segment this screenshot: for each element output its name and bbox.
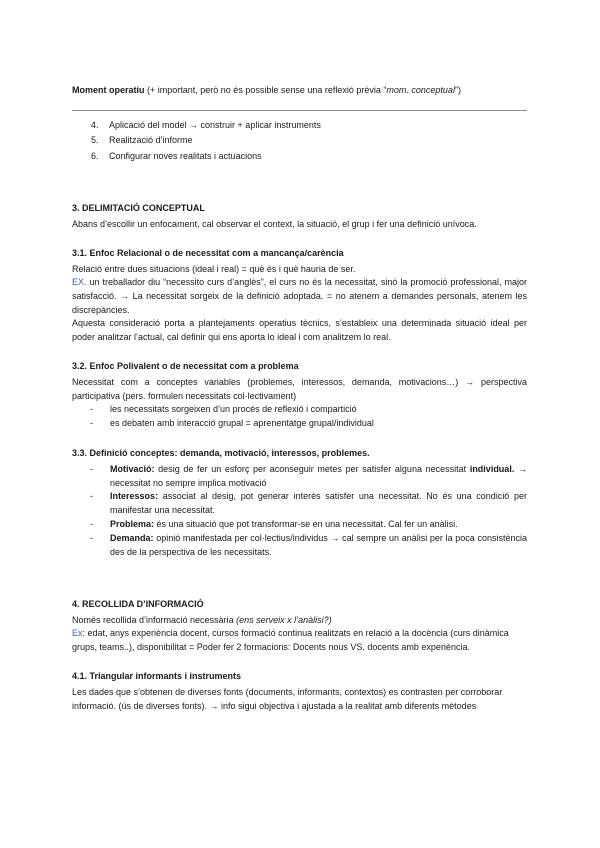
- section-3-2-list: [72, 403, 527, 431]
- intro-line: [72, 84, 527, 98]
- list-item: [72, 532, 527, 560]
- example-label: EX.: [72, 277, 87, 288]
- list-item: [72, 403, 527, 417]
- step-item: [72, 133, 527, 149]
- section-3-2-text: Necessitat com a conceptes variables (problemes, interessos, demanda, motivacions…) → perspectiva participativa (pers. formulen necessitats col·lectivament): [72, 377, 527, 401]
- term-emphasis: individual.: [469, 463, 515, 474]
- step-item: [72, 149, 527, 165]
- intro-label: Moment operatiu: [72, 85, 145, 95]
- section-4-1-text: Les dades que s’obtenen de diverses fonts (documents, informants, contextos) es contrasten per corroborar informació. (ús de diverses fonts). → info sigui objectiva i ajustada a la realitat amb diferents mètodes: [72, 686, 503, 711]
- intro-text: (+ important, però no és possible sense una reflexió prèvia “: [144, 85, 387, 95]
- section-3-3-list: [72, 463, 527, 560]
- step-text: Aplicació del model → construir + aplicar instruments: [109, 119, 321, 130]
- section-4-italic: (ens serveix x l’anàlisi?): [236, 614, 332, 625]
- step-number: 6.: [91, 150, 99, 161]
- page-content: [72, 84, 527, 713]
- definition: desig de fer un esforç per aconseguir metes per satisfer alguna necessitat: [154, 463, 470, 474]
- dash-bullet: -: [90, 533, 93, 544]
- section-3-1-example: [72, 276, 527, 317]
- step-number: 4.: [91, 119, 99, 130]
- section-4-text: Només recollida d’informació necessària: [72, 614, 237, 625]
- section-4-1-heading: 4.1. Triangular informants i instruments: [72, 671, 242, 682]
- definition: opinió manifestada per col·lectius/individus → cal sempre un anàlisi per la poca consistència des de la perspectiva de les necessitats.: [110, 533, 527, 558]
- example-text: : edat, anys experiència docent, cursos formació continua realitzats en relació a la docència (curs dinàmica grups, teams..), disponibilitat = Poder fer 2 formacions: Docents nous VS. docents amb experiència.: [72, 628, 509, 652]
- list-item: [72, 518, 527, 532]
- intro-text-end: ”): [454, 85, 461, 95]
- horizontal-rule: [72, 110, 527, 111]
- step-number: 5.: [91, 135, 99, 146]
- section-3-1-heading: 3.1. Enfoc Relacional o de necessitat com a mancança/carència: [72, 248, 344, 259]
- section-3-heading: 3. DELIMITACIÓ CONCEPTUAL: [72, 203, 205, 214]
- list-item-text: les necessitats sorgeixen d’un procés de reflexió i compartició: [110, 404, 357, 415]
- example-label: Ex: [72, 628, 83, 639]
- list-item: [72, 463, 527, 491]
- section-4-line: [72, 614, 527, 628]
- section-3-3-heading: 3.3. Definició conceptes: demanda, motivació, interessos, problemes.: [72, 448, 370, 459]
- definition-end: → necessitat no sempre implica motivació: [110, 463, 527, 488]
- list-item-text: es debaten amb interacció grupal = aprenentatge grupal/individual: [110, 418, 374, 429]
- dash-bullet: -: [90, 418, 93, 429]
- definition: associat al desig, pot generar interès satisfer una necessitat. No és una condició per manifestar una necessitat.: [110, 491, 527, 516]
- list-item: [72, 490, 527, 518]
- dash-bullet: -: [90, 519, 93, 530]
- dash-bullet: -: [90, 463, 93, 474]
- term: Problema:: [110, 519, 155, 530]
- step-item: [72, 118, 527, 134]
- step-text: Configurar noves realitats i actuacions: [109, 150, 262, 161]
- term: Interessos:: [110, 491, 159, 502]
- definition: és una situació que pot transformar-se en una necessitat. Cal fer un anàlisi.: [154, 519, 458, 530]
- step-text: Realització d’informe: [109, 135, 193, 146]
- section-4-heading: 4. RECOLLIDA D’INFORMACIÓ: [72, 598, 204, 609]
- section-3-2-heading: 3.2. Enfoc Polivalent o de necessitat com a problema: [72, 361, 299, 372]
- section-3-text: Abans d’escollir un enfocament, cal observar el context, la situació, el grup i fer una definició unívoca.: [72, 218, 477, 229]
- term: Demanda:: [110, 533, 154, 544]
- dash-bullet: -: [90, 491, 93, 502]
- example-text: un treballador diu “necessito curs d’anglès”, el curs no és la necessitat, sinó la promoció professional, major satisfacció. → La necessitat sorgeix de la definició adoptada. = no atenem a demandes personals, atenem les discrepàncies.: [72, 277, 527, 315]
- list-item: [72, 417, 527, 431]
- section-4-example: [72, 627, 527, 654]
- term: Motivació:: [110, 463, 155, 474]
- section-3-1-paragraph: Aquesta consideració porta a plantejaments operatius tècnics, s’estableix una determinada situació ideal per poder analitzar l’actual, cal definir qui ens aporta lo ideal i com analitzem lo real.: [72, 318, 527, 342]
- dash-bullet: -: [90, 404, 93, 415]
- section-3-1-line: Relació entre dues situacions (ideal i real) = què és i què hauria de ser.: [72, 263, 356, 274]
- intro-italic: mom. conceptual: [386, 85, 455, 95]
- steps-list: [72, 118, 527, 165]
